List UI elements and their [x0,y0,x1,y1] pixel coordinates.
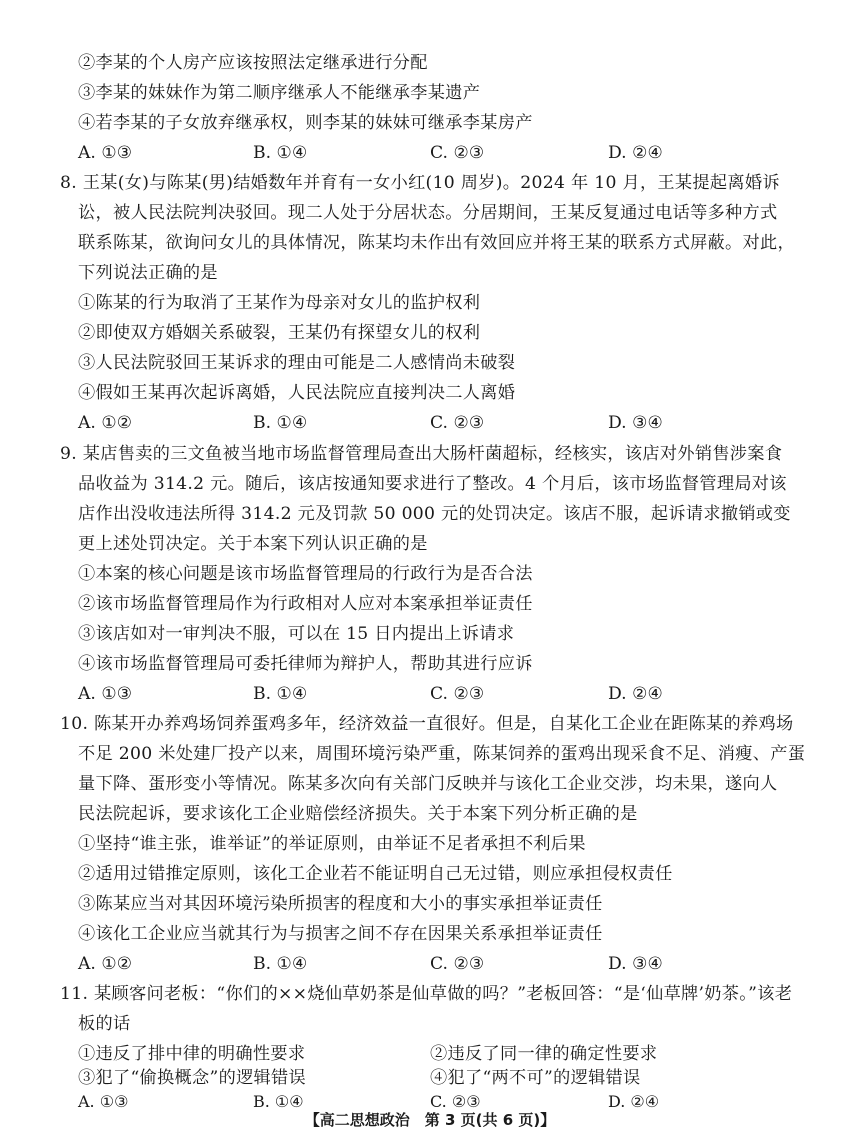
q10-statement-4: ④该化工企业应当就其行为与损害之间不存在因果关系承担举证责任 [78,924,603,944]
q10-option-c[interactable]: C. ②③ [430,954,485,974]
q9-stem-line-4: 更上述处罚决定。关于本案下列认识正确的是 [78,534,428,554]
q9-statement-2: ②该市场监督管理局作为行政相对人应对本案承担举证责任 [78,594,533,614]
q11-option-c[interactable]: C. ②③ [430,1092,481,1111]
q11-statement-1: ①违反了排中律的明确性要求 [78,1044,306,1064]
q8-option-a[interactable]: A. ①② [78,413,133,433]
q10-statement-1: ①坚持“谁主张，谁举证”的举证原则，由举证不足者承担不利后果 [78,834,586,854]
q11-stem-line-2: 板的话 [78,1014,131,1034]
q8-stem-line-3: 联系陈某，欲询问女儿的具体情况，陈某均未作出有效回应并将王某的联系方式屏蔽。对此， [78,233,795,253]
q9-statement-4: ④该市场监督管理局可委托律师为辩护人，帮助其进行应诉 [78,654,533,674]
q10-option-b[interactable]: B. ①④ [253,954,308,974]
q8-stem-line-4: 下列说法正确的是 [78,263,218,283]
q10-statement-3: ③陈某应当对其因环境污染所损害的程度和大小的事实承担举证责任 [78,894,603,914]
q7-option-c[interactable]: C. ②③ [430,143,485,163]
q9-option-d[interactable]: D. ②④ [608,684,663,704]
q7-option-d[interactable]: D. ②④ [608,143,663,163]
page-footer: 【高二思想政治 第 3 页(共 6 页)】 [304,1111,556,1129]
q10-statement-2: ②适用过错推定原则，该化工企业若不能证明自己无过错，则应承担侵权责任 [78,864,673,884]
q9-option-a[interactable]: A. ①③ [78,684,133,704]
q8-statement-4: ④假如王某再次起诉离婚，人民法院应直接判决二人离婚 [78,383,516,403]
q8-option-c[interactable]: C. ②③ [430,413,485,433]
q10-stem-line-1: 10. 陈某开办养鸡场饲养蛋鸡多年，经济效益一直很好。但是，自某化工企业在距陈某的养鸡场 [60,714,794,734]
q9-stem-line-1: 9. 某店售卖的三文鱼被当地市场监督管理局查出大肠杆菌超标，经核实，该店对外销售涉案食 [60,444,783,464]
q7-statement-2: ②李某的个人房产应该按照法定继承进行分配 [78,53,428,73]
q8-statement-2: ②即使双方婚姻关系破裂，王某仍有探望女儿的权利 [78,323,481,343]
q9-statement-3: ③该店如对一审判决不服，可以在 15 日内提出上诉请求 [78,624,515,644]
q11-statement-2: ②违反了同一律的确定性要求 [430,1044,658,1064]
q11-option-b[interactable]: B. ①④ [253,1092,304,1111]
q10-stem-line-3: 量下降、蛋形变小等情况。陈某多次向有关部门反映并与该化工企业交涉，均未果，遂向人 [78,774,778,794]
q10-stem-line-4: 民法院起诉，要求该化工企业赔偿经济损失。关于本案下列分析正确的是 [78,804,638,824]
q7-option-b[interactable]: B. ①④ [253,143,308,163]
q8-option-b[interactable]: B. ①④ [253,413,308,433]
q10-option-d[interactable]: D. ③④ [608,954,663,974]
q8-stem-line-1: 8. 王某(女)与陈某(男)结婚数年并育有一女小红(10 周岁)。2024 年 10 月，王某提起离婚诉 [60,173,780,193]
q8-statement-1: ①陈某的行为取消了王某作为母亲对女儿的监护权利 [78,293,481,313]
q9-stem-line-2: 品收益为 314.2 元。随后，该店按通知要求进行了整改。4 个月后，该市场监督管理局对该 [78,474,787,494]
q11-statement-4: ④犯了“两不可”的逻辑错误 [430,1068,641,1088]
q11-statement-3: ③犯了“偷换概念”的逻辑错误 [78,1068,307,1088]
q9-statement-1: ①本案的核心问题是该市场监督管理局的行政行为是否合法 [78,564,533,584]
q9-option-c[interactable]: C. ②③ [430,684,485,704]
q8-stem-line-2: 讼，被人民法院判决驳回。现二人处于分居状态。分居期间，王某反复通过电话等多种方式 [78,203,778,223]
q10-stem-line-2: 不足 200 米处建厂投产以来，周围环境污染严重，陈某饲养的蛋鸡出现采食不足、消瘦、产蛋 [78,744,806,764]
q7-statement-3: ③李某的妹妹作为第二顺序继承人不能继承李某遗产 [78,83,481,103]
q9-option-b[interactable]: B. ①④ [253,684,308,704]
q8-option-d[interactable]: D. ③④ [608,413,663,433]
q11-option-d[interactable]: D. ②④ [608,1092,660,1111]
q11-option-a[interactable]: A. ①③ [78,1092,129,1111]
q8-statement-3: ③人民法院驳回王某诉求的理由可能是二人感情尚未破裂 [78,353,516,373]
q10-option-a[interactable]: A. ①② [78,954,133,974]
q11-stem-line-1: 11. 某顾客问老板：“你们的××烧仙草奶茶是仙草做的吗？”老板回答：“是‘仙草牌’奶茶。”该老 [60,984,793,1004]
q9-stem-line-3: 店作出没收违法所得 314.2 元及罚款 50 000 元的处罚决定。该店不服，起诉请求撤销或变 [78,504,791,524]
q7-option-a[interactable]: A. ①③ [78,143,133,163]
q7-statement-4: ④若李某的子女放弃继承权，则李某的妹妹可继承李某房产 [78,113,533,133]
